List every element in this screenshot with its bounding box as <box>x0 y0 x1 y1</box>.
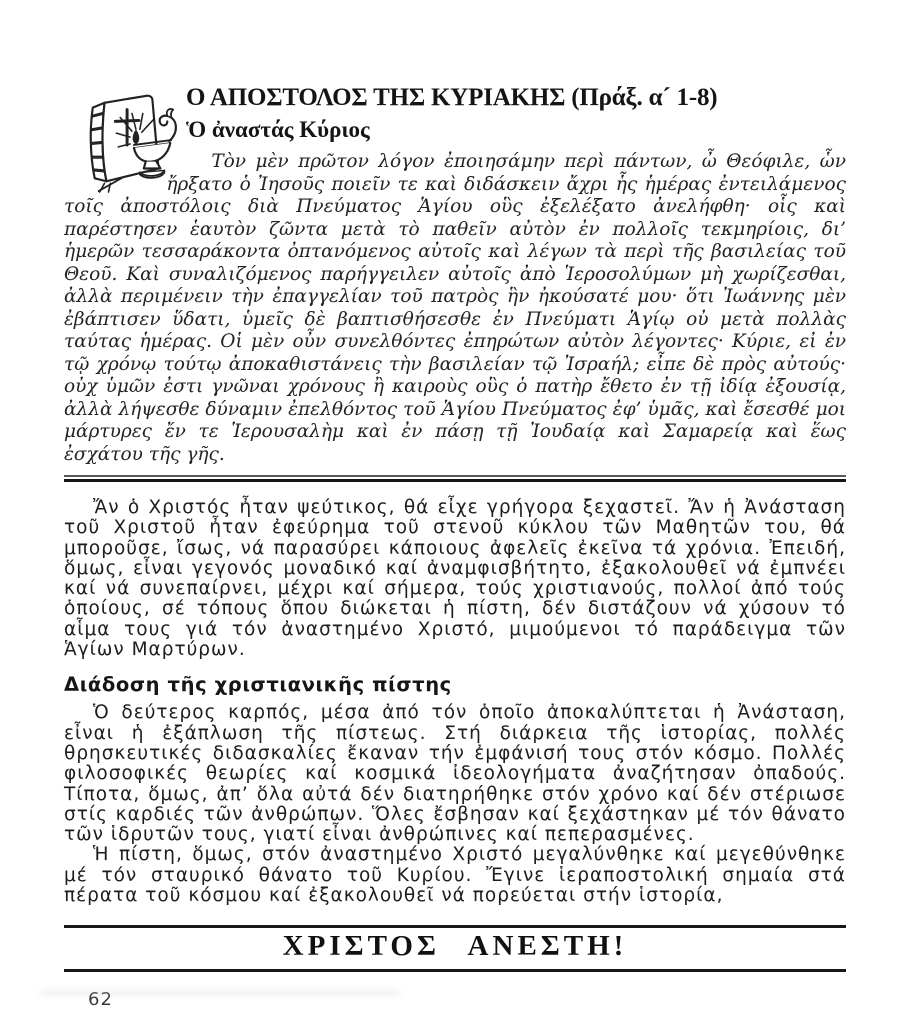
page-content <box>64 84 846 1010</box>
commentary-paragraph-3: Ἡ πίστη, ὅμως, στόν ἀναστημένο Χριστό μεγαλύνθηκε καί μεγεθύνθηκε μέ τόν σταυρικό θάνατο τοῦ Κυρίου. Ἔγινε ἱεραποστολική σημαία στά πέρατα τοῦ κόσμου καί ἐξακολουθεῖ νά πορεύεται στήν ἱστορία, <box>64 844 846 907</box>
section-heading: Διάδοση τῆς χριστιανικῆς πίστης <box>64 673 452 697</box>
resurrection-banner <box>64 925 846 972</box>
scan-artifact <box>40 990 400 995</box>
scripture-text: Τὸν μὲν πρῶτον λόγον ἐποιησάμην περὶ πάντων, ὦ Θεόφιλε, ὧν ἤρξατο ὁ Ἰησοῦς ποιεῖν τε καὶ διδάσκειν ἄχρι ἧς ἡμέρας ἐντειλάμενος τοῖς ἀποστόλοις διὰ Πνεύματος Ἁγίου οὓς ἐξελέξατο ἀνελήφθη· οἷς καὶ παρέστησεν ἑαυτὸν ζῶντα μετὰ τὸ παθεῖν αὐτὸν ἐν πολλοῖς τεκμηρίοις, δι’ ἡμερῶν τεσσαράκοντα ὀπτανόμενος αὐτοῖς καὶ λέγων τὰ περὶ τῆς βασιλείας τοῦ Θεοῦ. Καὶ συναλιζόμενος παρήγγειλεν αὐτοῖς ἀπὸ Ἱεροσολύμων μὴ χωρίζεσθαι, ἀλλὰ περιμένειν τὴν ἐπαγγελίαν τοῦ πατρὸς ἣν ἠκούσατέ μου· ὅτι Ἰωάννης μὲν ἐβάπτισεν ὕδατι, ὑμεῖς δὲ βαπτισθήσεσθε ἐν Πνεύματι Ἁγίῳ οὐ μετὰ πολλὰς ταύτας ἡμέρας. Οἱ μὲν οὖν συνελθόντες ἐπηρώτων αὐτὸν λέγοντες· Κύριε, εἰ ἐν τῷ χρόνῳ τούτῳ ἀποκαθιστάνεις τὴν βασιλείαν τῷ Ἰσραήλ; εἶπε δὲ πρὸς αὐτούς· οὐχ ὑμῶν ἐστι γνῶναι χρόνους ἢ καιροὺς οὓς ὁ πατὴρ ἔθετο ἐν τῇ ἰδίᾳ ἐξουσίᾳ, ἀλλὰ λήψεσθε δύναμιν ἐπελθόντος τοῦ Ἁγίου Πνεύματος ἐφ’ ὑμᾶς, καὶ ἔσεσθέ μοι μάρτυρες ἔν τε Ἱερουσαλὴμ καὶ ἐν πάσῃ τῇ Ἰουδαίᾳ καὶ Σαμαρείᾳ καὶ ἕως ἐσχάτου τῆς γῆς. <box>64 151 846 465</box>
page-number: 62 <box>88 989 113 1011</box>
section-divider <box>64 475 846 482</box>
commentary-body <box>64 498 846 906</box>
apostle-reading-header <box>64 84 846 466</box>
commentary-paragraph-2: Ὁ δεύτερος καρπός, μέσα ἀπό τόν ὁποῖο ἀποκαλύπτεται ἡ Ἀνάσταση, εἶναι ἡ ἐξάπλωση τῆς πίστεως. Στή διάρκεια τῆς ἱστορίας, πολλές θρησκευτικές διδασκαλίες ἔκαναν τήν ἐμφάνισή τους στόν κόσμο. Πολλές φιλοσοφικές θεωρίες καί κοσμικά ἰδεολογήματα ἀναζήτησαν ὀπαδούς. Τίποτα, ὅμως, ἀπ’ ὅλα αὐτά δέν διατηρήθηκε στόν χρόνο καί δέν στέριωσε στίς καρδιές τῶν ἀνθρώπων. Ὅλες ἔσβησαν καί ξεχάστηκαν μέ τόν θάνατο τῶν ἱδρυτῶν τους, γιατί εἶναι ἀνθρώπινες καί πεπερασμένες. <box>64 702 846 846</box>
banner-text: ΧΡΙΣΤΟΣ ΑΝΕΣΤΗ! <box>282 930 628 963</box>
page-title: Ο ΑΠΟΣΤΟΛΟΣ ΤΗΣ ΚΥΡΙΑΚΗΣ (Πράξ. α´ 1-8) <box>186 84 718 111</box>
commentary-paragraph-1: Ἄν ὁ Χριστός ἦταν ψεύτικος, θά εἶχε γρήγορα ξεχαστεῖ. Ἄν ἡ Ἀνάσταση τοῦ Χριστοῦ ἦταν ἐφεύρημα τοῦ στενοῦ κύκλου τῶν Μαθητῶν του, θά μποροῦσε, ἴσως, νά παρασύρει κάποιους ἀφελεῖς ἐκεῖνα τά χρόνια. Ἐπειδή, ὅμως, εἶναι γεγονός μοναδικό καί ἀναμφισβήτητο, ἐξακολουθεῖ νά ἐμπνέει καί νά συνεπαίρνει, μέχρι καί σήμερα, τούς χριστιανούς, πολλοί ἀπό τούς ὁποίους, σέ τόπους ὅπου διώκεται ἡ πίστη, δέν διστάζουν νά χύσουν τό αἷμα τους γιά τόν ἀναστημένο Χριστό, μιμούμενοι τό παράδειγμα τῶν Ἁγίων Μαρτύρων. <box>64 497 846 661</box>
reading-subtitle: Ὁ ἀναστάς Κύριος <box>186 117 370 142</box>
